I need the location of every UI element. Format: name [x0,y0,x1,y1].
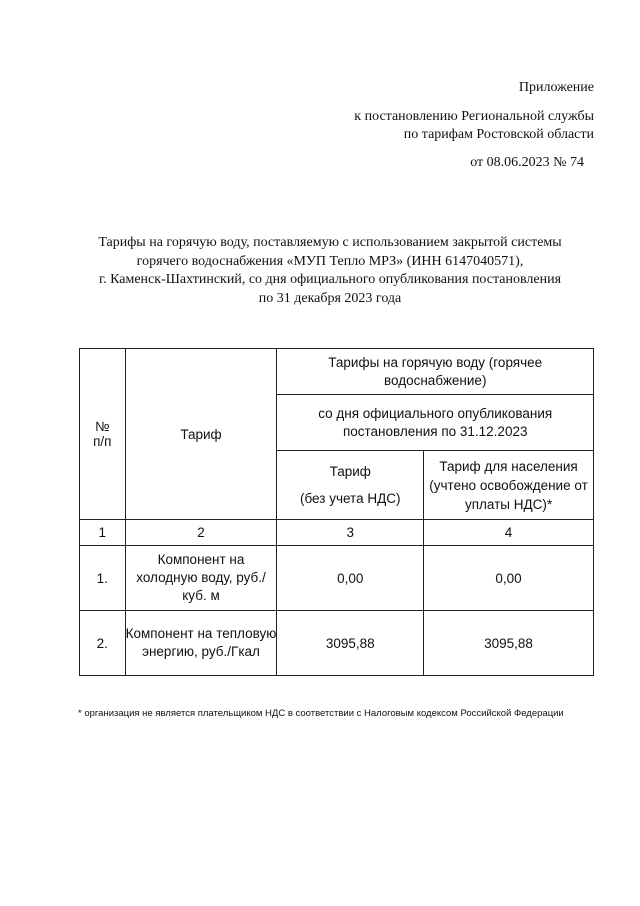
row-number: 2. [80,611,126,676]
index-cell: 2 [125,520,277,546]
title-line: Тарифы на горячую воду, поставляемую с использованием закрытой системы [98,235,562,250]
header-group: Тарифы на горячую воду (горячее водоснабжение) [277,349,594,395]
header-tariff: Тариф [125,349,277,520]
row-value-excl-vat: 0,00 [277,546,424,611]
title-line: г. Каменск-Шахтинский, со дня официального опубликования постановления [98,272,562,287]
row-name: Компонент на тепловую энергию, руб./Гкал [125,611,277,676]
header-tariff-excl-vat: Тариф (без учета НДС) [277,451,424,520]
agency-name: по тарифам Ростовской области [403,127,594,142]
header-period: со дня официального опубликования постановления по 31.12.2023 [277,395,594,451]
tariff-table [79,348,594,676]
appendix-label: Приложение [518,80,594,95]
resolution-reference: к постановлению Региональной службы [354,109,594,124]
index-cell: 3 [277,520,424,546]
row-number: 1. [80,546,126,611]
row-value-population: 3095,88 [424,611,594,676]
row-value-population: 0,00 [424,546,594,611]
header-tariff-population: Тариф для населения (учтено освобождение от уплаты НДС)* [424,451,594,520]
title-line: горячего водоснабжения «МУП Тепло МРЗ» (ИНН 6147040571), [136,253,524,269]
header-number: № п/п [80,349,126,520]
index-cell: 1 [80,520,126,546]
index-cell: 4 [424,520,594,546]
title-line: по 31 декабря 2023 года [258,290,402,306]
row-value-excl-vat: 3095,88 [277,611,424,676]
resolution-date-number: от 08.06.2023 № 74 [470,155,584,170]
table-row [80,546,594,611]
row-name: Компонент на холодную воду, руб./куб. м [125,546,277,611]
footnote: * организация не является плательщиком НДС в соответствии с Налоговым кодексом Российской Федерации [78,708,564,719]
document-title [60,234,600,308]
table-row [80,611,594,676]
